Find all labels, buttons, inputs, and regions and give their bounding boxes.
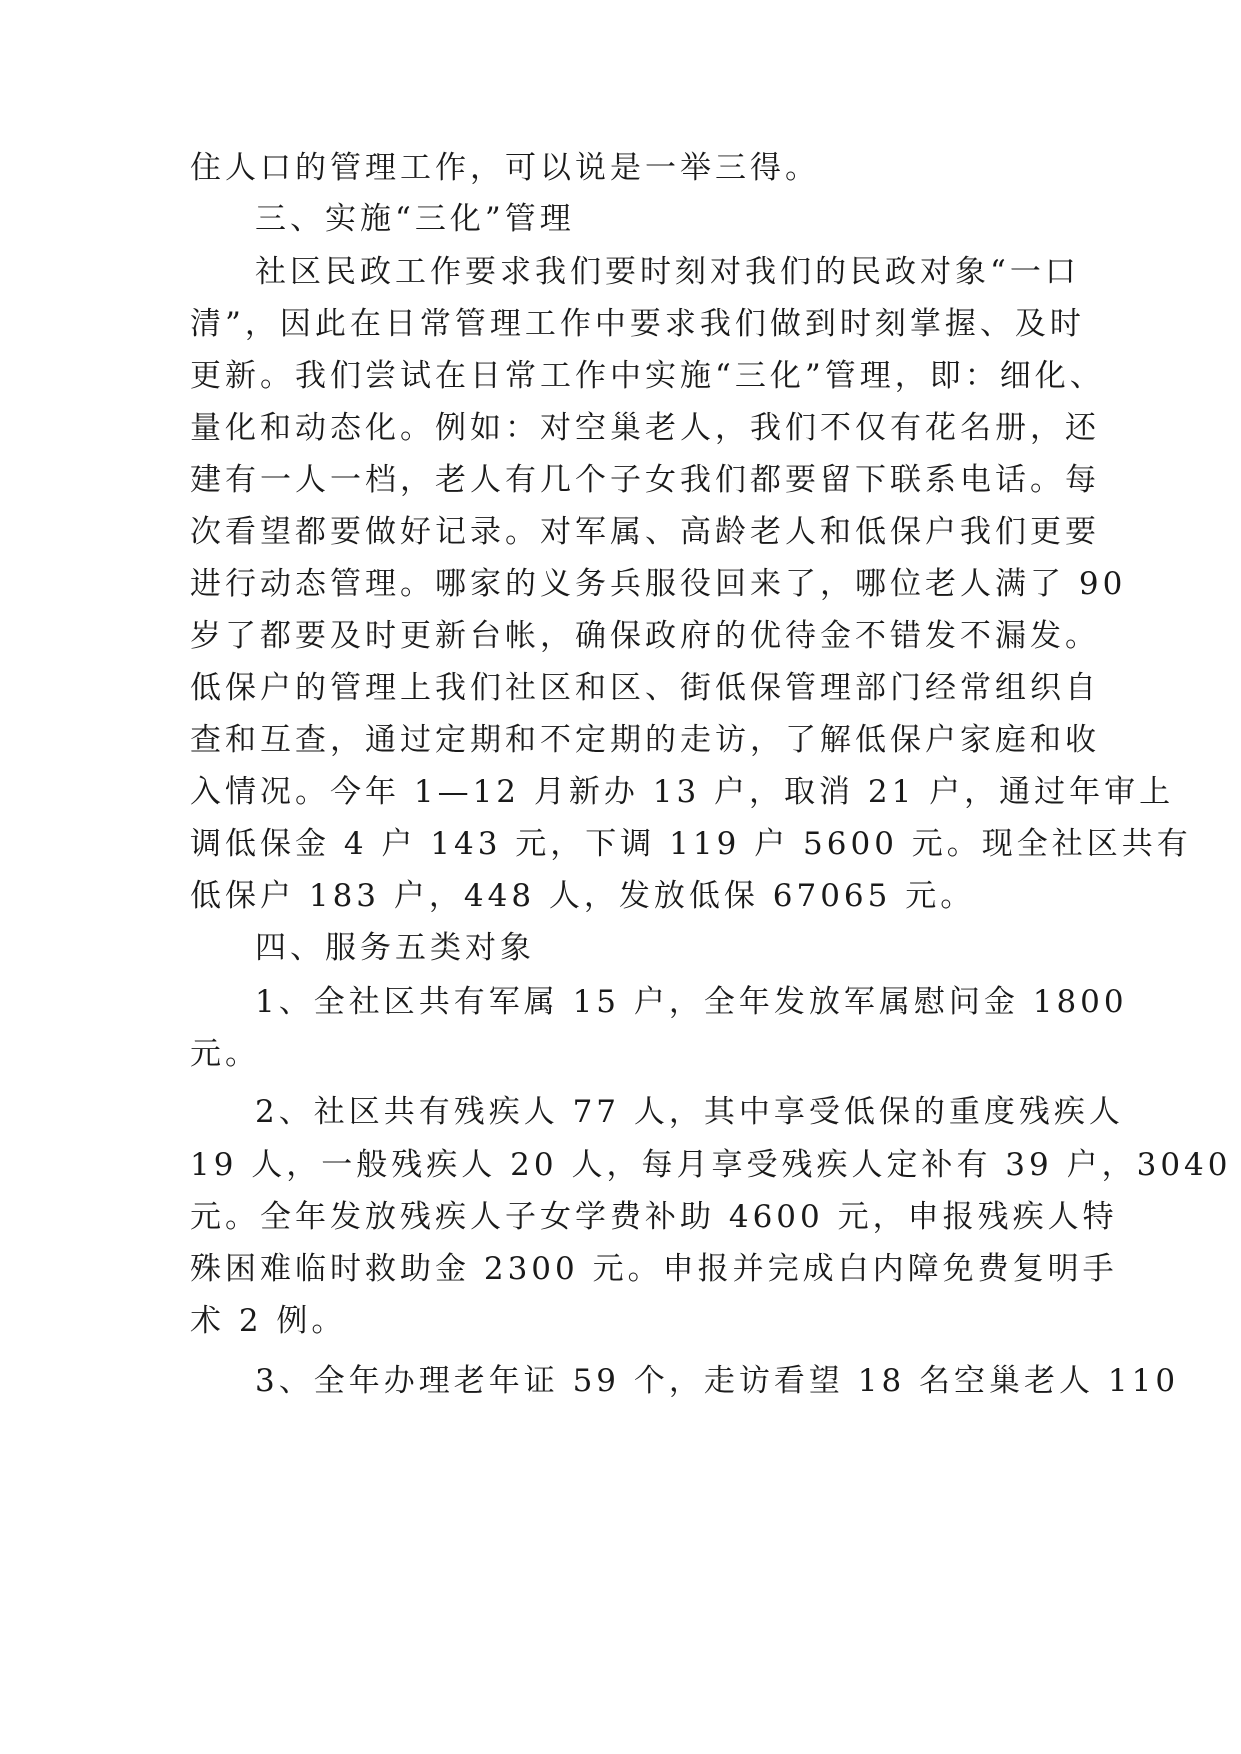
text-line: 更新。我们尝试在日常工作中实施“三化”管理，即：细化、	[190, 358, 1105, 394]
text-line: 2、社区共有残疾人 77 人，其中享受低保的重度残疾人	[255, 1094, 1124, 1130]
text-line: 低保户 183 户，448 人，发放低保 67065 元。	[190, 878, 976, 914]
text-line: 次看望都要做好记录。对军属、高龄老人和低保户我们更要	[190, 514, 1100, 550]
text-line: 建有一人一档，老人有几个子女我们都要留下联系电话。每	[190, 462, 1100, 498]
section-heading: 三、实施“三化”管理	[255, 201, 575, 237]
text-line: 3、全年办理老年证 59 个，走访看望 18 名空巢老人 110	[255, 1363, 1180, 1399]
text-line: 低保户的管理上我们社区和区、街低保管理部门经常组织自	[190, 670, 1100, 706]
text-line: 社区民政工作要求我们要时刻对我们的民政对象“一口	[255, 254, 1080, 290]
text-line: 调低保金 4 户 143 元，下调 119 户 5600 元。现全社区共有	[190, 826, 1192, 862]
text-line: 殊困难临时救助金 2300 元。申报并完成白内障免费复明手	[190, 1251, 1118, 1287]
text-line: 1、全社区共有军属 15 户，全年发放军属慰问金 1800	[255, 984, 1128, 1020]
text-line: 进行动态管理。哪家的义务兵服役回来了，哪位老人满了 90	[190, 566, 1127, 602]
text-line: 入情况。今年 1—12 月新办 13 户，取消 21 户，通过年审上	[190, 774, 1175, 810]
text-line: 岁了都要及时更新台帐，确保政府的优待金不错发不漏发。	[190, 618, 1100, 654]
text-line: 住人口的管理工作，可以说是一举三得。	[190, 150, 820, 186]
text-line: 量化和动态化。例如：对空巢老人，我们不仅有花名册，还	[190, 410, 1100, 446]
text-line: 查和互查，通过定期和不定期的走访，了解低保户家庭和收	[190, 722, 1100, 758]
text-line: 清”，因此在日常管理工作中要求我们做到时刻掌握、及时	[190, 306, 1085, 342]
text-line: 术 2 例。	[190, 1303, 347, 1339]
section-heading: 四、服务五类对象	[255, 930, 535, 966]
text-line: 19 人，一般残疾人 20 人，每月享受残疾人定补有 39 户，3040	[190, 1147, 1232, 1183]
text-line: 元。全年发放残疾人子女学费补助 4600 元，申报残疾人特	[190, 1199, 1118, 1235]
text-line: 元。	[190, 1036, 260, 1072]
